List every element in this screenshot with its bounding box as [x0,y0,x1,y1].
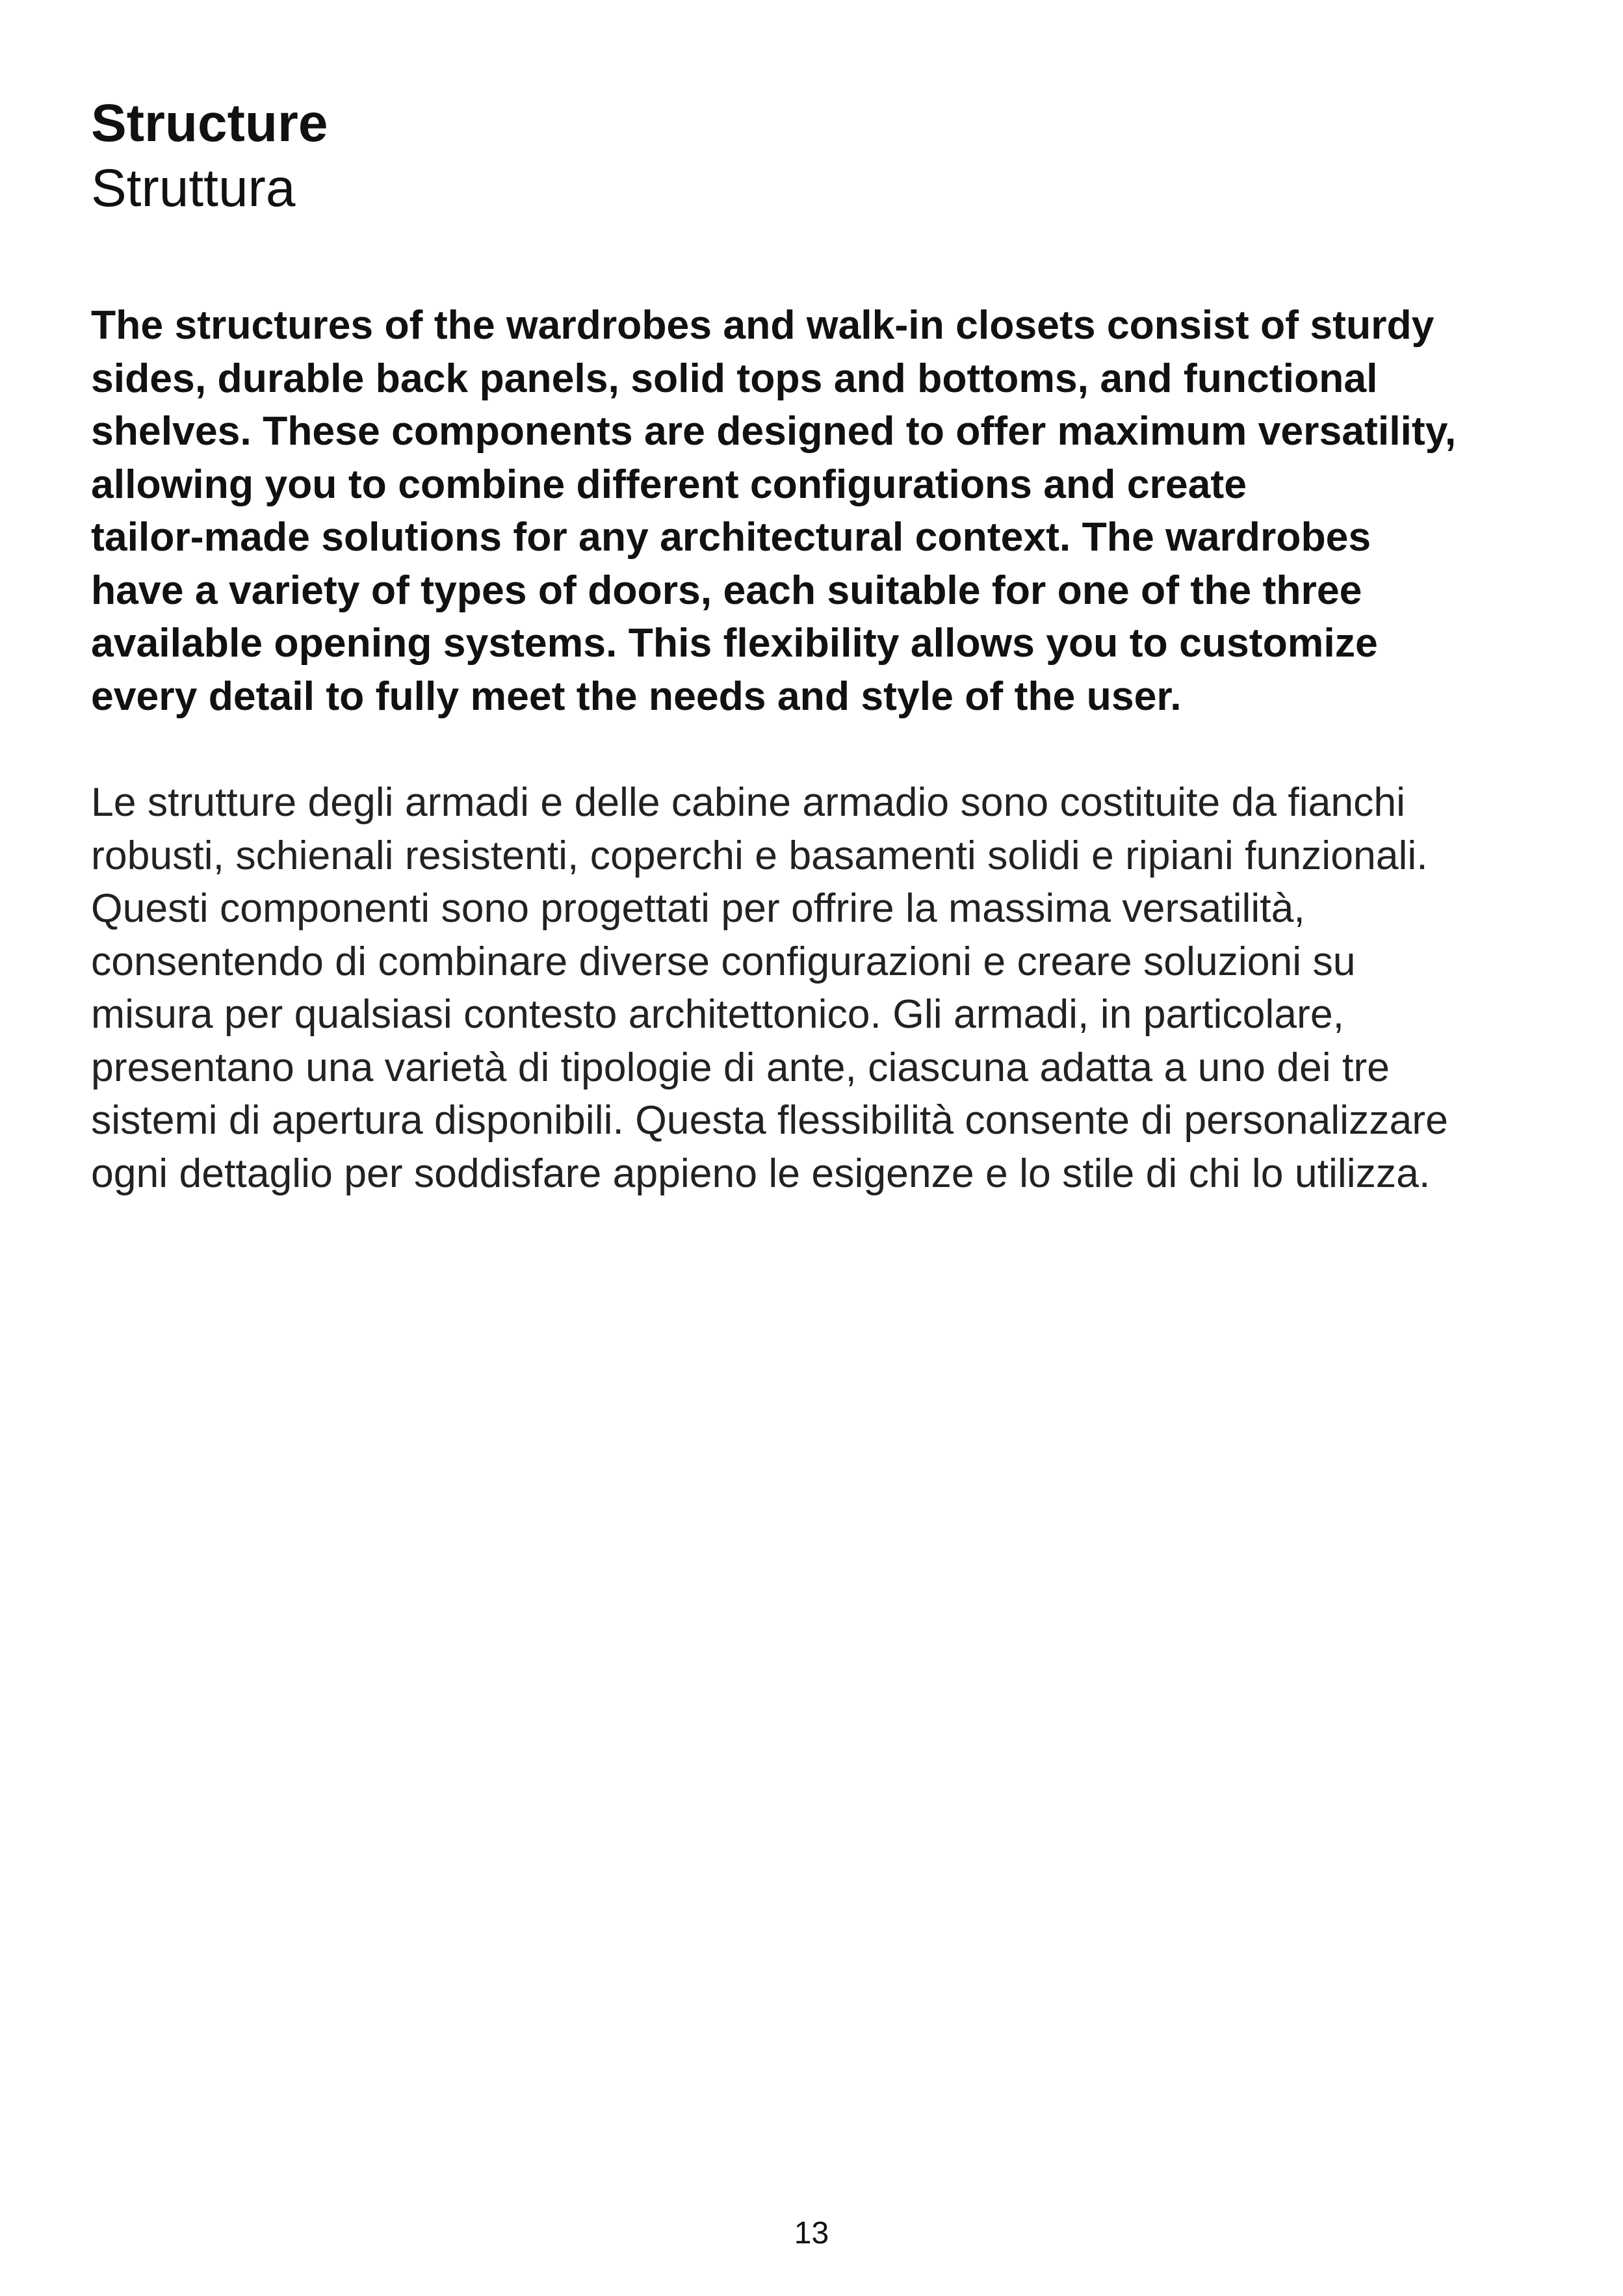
paragraph-line: robusti, schienali resistenti, coperchi e basamenti solidi e ripiani funzionali. [91,832,1428,878]
paragraph-line: tailor-made solutions for any architectural context. The wardrobes [91,514,1371,560]
paragraph-line: Le strutture degli armadi e delle cabine armadio sono costituite da fianchi [91,779,1406,825]
paragraph-english [91,299,1456,723]
paragraph-line: available opening systems. This flexibility allows you to customize [91,620,1378,666]
paragraph-line: have a variety of types of doors, each suitable for one of the three [91,567,1362,613]
paragraph-line: Questi componenti sono progettati per offrire la massima versatilità, [91,885,1305,931]
page-title: Structure [91,94,328,153]
page-subtitle: Struttura [91,159,296,218]
paragraph-line: every detail to fully meet the needs and style of the user. [91,673,1182,719]
paragraph-line: ogni dettaglio per soddisfare appieno le esigenze e lo stile di chi lo utilizza. [91,1150,1431,1196]
paragraph-line: The structures of the wardrobes and walk-in closets consist of sturdy [91,302,1435,348]
paragraph-italian [91,776,1448,1200]
page-number: 13 [794,2216,829,2250]
paragraph-line: presentano una varietà di tipologie di ante, ciascuna adatta a uno dei tre [91,1044,1390,1090]
paragraph-line: sides, durable back panels, solid tops and bottoms, and functional [91,355,1378,401]
paragraph-line: shelves. These components are designed to offer maximum versatility, [91,408,1457,454]
paragraph-line: allowing you to combine different configurations and create [91,461,1247,507]
paragraph-line: misura per qualsiasi contesto architettonico. Gli armadi, in particolare, [91,991,1344,1037]
paragraph-line: consentendo di combinare diverse configurazioni e creare soluzioni su [91,938,1356,984]
paragraph-line: sistemi di apertura disponibili. Questa flessibilità consente di personalizzare [91,1097,1448,1143]
